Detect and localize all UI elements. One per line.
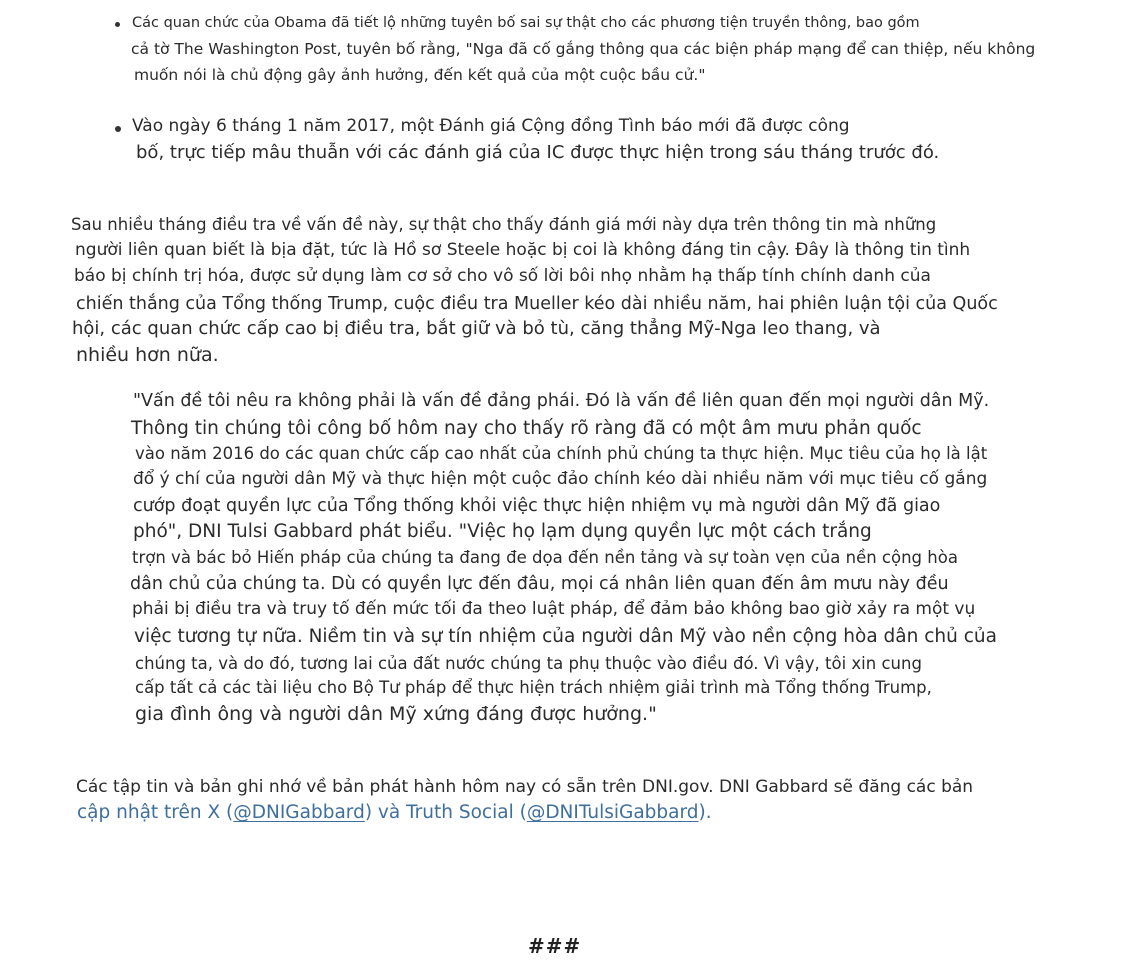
quote-line-1: "Vấn đề tôi nêu ra không phải là vấn đề đảng phái. Đó là vấn đề liên quan đến mọi người dân Mỹ. (133, 391, 990, 411)
quote-line-7: trợn và bác bỏ Hiến pháp của chúng ta đang đe dọa đến nền tảng và sự toàn vẹn của nền cộng hòa (132, 548, 958, 567)
bullet-1-line-1: Các quan chức của Obama đã tiết lộ những tuyên bố sai sự thật cho các phương tiện truyền thông, bao gồm (132, 15, 920, 31)
x-handle-link[interactable]: @DNIGabbard (233, 802, 365, 823)
paragraph-line-1: Sau nhiều tháng điều tra về vấn đề này, sự thật cho thấy đánh giá mới này dựa trên thông tin mà những (71, 215, 937, 234)
bullet-2-line-1: Vào ngày 6 tháng 1 năm 2017, một Đánh giá Cộng đồng Tình báo mới đã được công (132, 116, 850, 136)
bullet-1-line-3: muốn nói là chủ động gây ảnh hưởng, đến kết quả của một cuộc bầu cử." (134, 66, 706, 84)
end-mark: ### (528, 934, 582, 958)
quote-line-11: chúng ta, và do đó, tương lai của đất nước chúng ta phụ thuộc vào điều đó. Vì vậy, tôi xin cung (135, 654, 922, 673)
bullet-dot (115, 22, 120, 27)
quote-line-13: gia đình ông và người dân Mỹ xứng đáng được hưởng." (135, 703, 657, 725)
quote-line-12: cấp tất cả các tài liệu cho Bộ Tư pháp để thực hiện trách nhiệm giải trình mà Tổng thống Trump, (135, 678, 932, 697)
quote-line-8: dân chủ của chúng ta. Dù có quyền lực đến đâu, mọi cá nhân liên quan đến âm mưu này đều (130, 574, 949, 594)
paragraph-line-2: người liên quan biết là bịa đặt, tức là Hồ sơ Steele hoặc bị coi là không đáng tin cậy. Đây là thông tin tình (75, 240, 971, 260)
quote-line-10: việc tương tự nữa. Niềm tin và sự tín nhiệm của người dân Mỹ vào nền cộng hòa dân chủ của (134, 626, 997, 647)
paragraph-line-4: chiến thắng của Tổng thống Trump, cuộc điều tra Mueller kéo dài nhiều năm, hai phiên luận tội của Quốc (76, 294, 998, 314)
bullet-2-line-2: bố, trực tiếp mâu thuẫn với các đánh giá của IC được thực hiện trong sáu tháng trước đó. (136, 142, 940, 163)
closing-suffix: ). (698, 802, 712, 823)
quote-line-6: phó", DNI Tulsi Gabbard phát biểu. "Việc họ lạm dụng quyền lực một cách trắng (133, 521, 872, 542)
truth-social-handle-link[interactable]: @DNITulsiGabbard (526, 802, 699, 823)
quote-line-4: đổ ý chí của người dân Mỹ và thực hiện một cuộc đảo chính kéo dài nhiều năm với mục tiêu cố gắng (133, 469, 988, 489)
quote-line-5: cướp đoạt quyền lực của Tổng thống khỏi việc thực hiện nhiệm vụ mà người dân Mỹ đã giao (133, 496, 941, 516)
paragraph-line-6: nhiều hơn nữa. (76, 344, 219, 366)
paragraph-line-5: hội, các quan chức cấp cao bị điều tra, bắt giữ và bỏ tù, căng thẳng Mỹ-Nga leo thang, và (72, 318, 881, 339)
paragraph-line-3: báo bị chính trị hóa, được sử dụng làm cơ sở cho vô số lời bôi nhọ nhằm hạ thấp tính chính danh của (74, 266, 931, 286)
bullet-1-line-2: cả tờ The Washington Post, tuyên bố rằng, "Nga đã cố gắng thông qua các biện pháp mạng để can thiệp, nếu không (131, 40, 1036, 58)
closing-line-2 (77, 802, 712, 823)
quote-line-3: vào năm 2016 do các quan chức cấp cao nhất của chính phủ chúng ta thực hiện. Mục tiêu của họ là lật (135, 444, 988, 463)
closing-middle: ) và Truth Social ( (364, 802, 527, 823)
quote-line-9: phải bị điều tra và truy tố đến mức tối đa theo luật pháp, để đảm bảo không bao giờ xảy ra một vụ (132, 599, 976, 619)
closing-prefix: cập nhật trên X ( (77, 802, 234, 823)
bullet-dot (115, 126, 121, 132)
quote-line-2: Thông tin chúng tôi công bố hôm nay cho thấy rõ ràng đã có một âm mưu phản quốc (131, 418, 922, 439)
closing-line-1: Các tập tin và bản ghi nhớ về bản phát hành hôm nay có sẵn trên DNI.gov. DNI Gabbard sẽ đăng các bản (76, 777, 974, 797)
